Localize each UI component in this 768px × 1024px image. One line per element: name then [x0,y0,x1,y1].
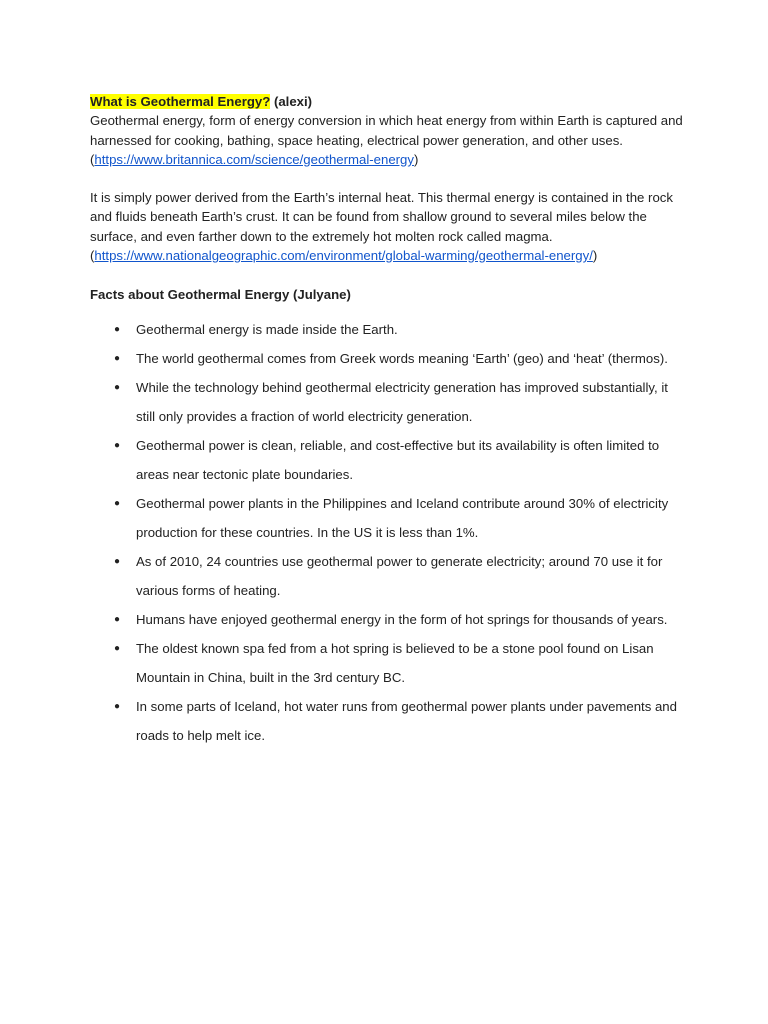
list-item [90,315,690,344]
citation-natgeo [90,246,690,265]
fact-text: The oldest known spa fed from a hot spring is believed to be a stone pool found on Lisan Mountain in China, built in the 3rd century BC. [136,640,654,685]
list-item [90,373,690,431]
link-natgeo[interactable]: https://www.nationalgeographic.com/environment/global-warming/geothermal-energy/ [94,248,593,264]
paragraph-internal-heat: It is simply power derived from the Earth’s internal heat. This thermal energy is contained in the rock and fluids beneath Earth’s crust. It can be found from shallow ground to several miles below the surface, and even farther down to the extremely hot molten rock called magma. [90,190,673,244]
paren-close: ) [592,248,598,264]
list-item [90,692,690,750]
paragraph-definition: Geothermal energy, form of energy conversion in which heat energy from within Earth is captured and harnessed for cooking, bathing, space heating, electrical power generation, and other uses. [90,113,683,148]
paren-open: ( [90,151,95,167]
facts-list [90,315,690,750]
list-item [90,344,690,373]
link-britannica[interactable]: https://www.britannica.com/science/geothermal-energy [94,151,414,167]
fact-text: While the technology behind geothermal electricity generation has improved substantially, it still only provides a fraction of world electricity generation. [136,379,668,424]
heading-author: (alexi) [270,94,313,109]
bullet-icon: ● [114,642,121,654]
bullet-icon: ● [114,497,121,509]
bullet-icon: ● [114,555,121,567]
list-item [90,605,690,634]
heading-highlight: What is Geothermal Energy? [90,94,271,109]
list-item [90,431,690,489]
fact-text: Geothermal energy is made inside the Earth. [136,321,398,337]
paragraph-gap [90,169,690,188]
bullet-icon: ● [114,323,121,335]
fact-text: Humans have enjoyed geothermal energy in the form of hot springs for thousands of years. [136,611,668,627]
section-heading-facts: Facts about Geothermal Energy (Julyane) [90,287,351,303]
list-item [90,489,690,547]
bullet-icon: ● [114,613,121,625]
citation-britannica [90,150,690,169]
fact-text: Geothermal power plants in the Philippines and Iceland contribute around 30% of electricity production for these countries. In the US it is less than 1%. [136,495,669,540]
fact-text: Geothermal power is clean, reliable, and cost-effective but its availability is often limited to areas near tectonic plate boundaries. [136,437,660,482]
list-item [90,547,690,605]
bullet-icon: ● [114,381,121,393]
bullet-icon: ● [114,439,121,451]
bullet-icon: ● [114,700,121,712]
list-item [90,634,690,692]
paren-close: ) [413,151,419,167]
section-heading-geothermal [90,92,690,111]
fact-text: The world geothermal comes from Greek words meaning ‘Earth’ (geo) and ‘heat’ (thermos). [136,350,668,366]
paren-open: ( [90,248,95,264]
bullet-icon: ● [114,352,121,364]
fact-text: In some parts of Iceland, hot water runs from geothermal power plants under pavements and roads to help melt ice. [136,698,677,743]
fact-text: As of 2010, 24 countries use geothermal power to generate electricity; around 70 use it for various forms of heating. [136,553,663,598]
document-content [90,92,690,750]
